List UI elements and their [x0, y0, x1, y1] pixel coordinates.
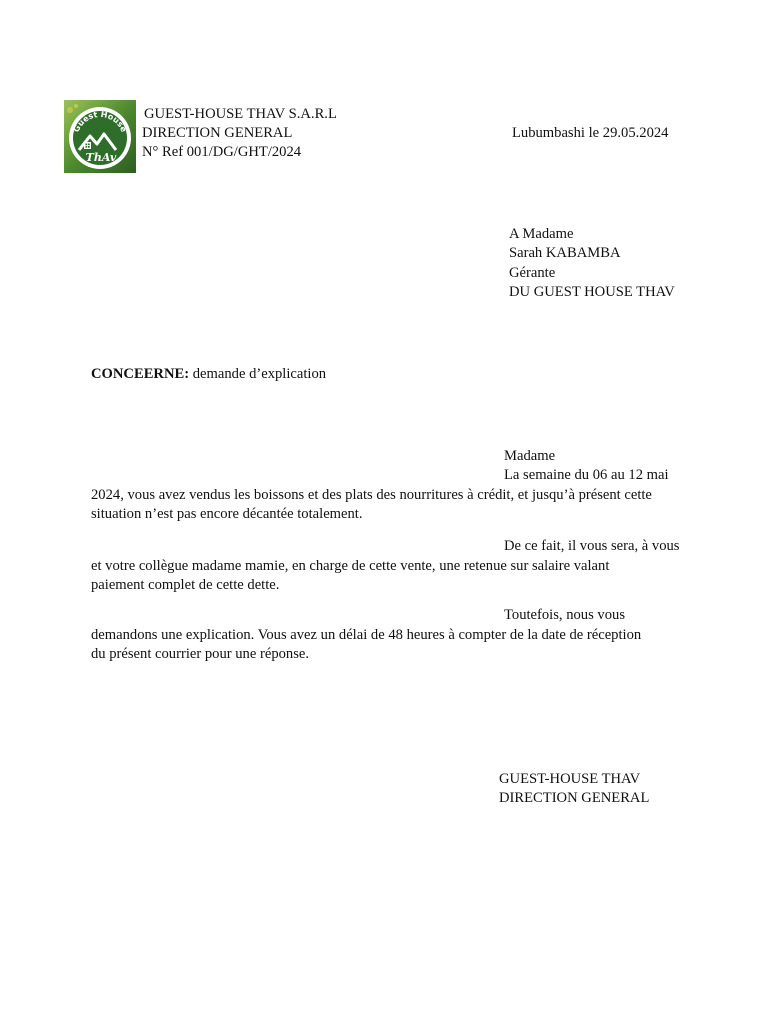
company-name: GUEST-HOUSE THAV S.A.R.L: [144, 106, 337, 122]
logo-arc-text: Guest House: [71, 109, 129, 134]
subject-line: [91, 365, 326, 385]
paragraph-line: du présent courrier pour une réponse.: [91, 646, 310, 662]
paragraph-line: paiement complet de cette dette.: [91, 577, 280, 593]
recipient-line-3: Gérante: [509, 265, 556, 281]
signature-line-2: DIRECTION GENERAL: [499, 790, 650, 806]
body-paragraph-3: [91, 606, 701, 665]
company-logo: [64, 100, 136, 173]
recipient-line-2: Sarah KABAMBA: [509, 245, 621, 261]
paragraph-line: et votre collègue madame mamie, en charge de cette vente, une retenue sur salaire valant: [91, 557, 610, 574]
subject-text: demande d’explication: [189, 366, 327, 382]
reference-number: N° Ref 001/DG/GHT/2024: [142, 144, 302, 160]
body-paragraph-1: [91, 466, 701, 525]
logo-brand-text: ThAv: [85, 151, 117, 164]
salutation: Madame: [504, 448, 556, 464]
paragraph-line: La semaine du 06 au 12 mai: [504, 467, 669, 483]
recipient-line-1: A Madame: [509, 226, 574, 242]
recipient-line-4: DU GUEST HOUSE THAV: [509, 284, 675, 300]
paragraph-line: Toutefois, nous vous: [504, 607, 625, 623]
place-date: Lubumbashi le 29.05.2024: [512, 125, 669, 141]
paragraph-line: De ce fait, il vous sera, à vous: [504, 538, 680, 554]
body-paragraph-2: [91, 537, 701, 596]
paragraph-line: situation n’est pas encore décantée totalement.: [91, 506, 363, 522]
department-name: DIRECTION GENERAL: [142, 125, 293, 141]
paragraph-line: 2024, vous avez vendus les boissons et des plats des nourritures à crédit, et jusqu’à présent cette: [91, 486, 652, 503]
subject-label: CONCEERNE:: [91, 366, 190, 382]
signature-line-1: GUEST-HOUSE THAV: [499, 771, 641, 787]
paragraph-line: demandons une explication. Vous avez un délai de 48 heures à compter de la date de réception: [91, 626, 642, 643]
